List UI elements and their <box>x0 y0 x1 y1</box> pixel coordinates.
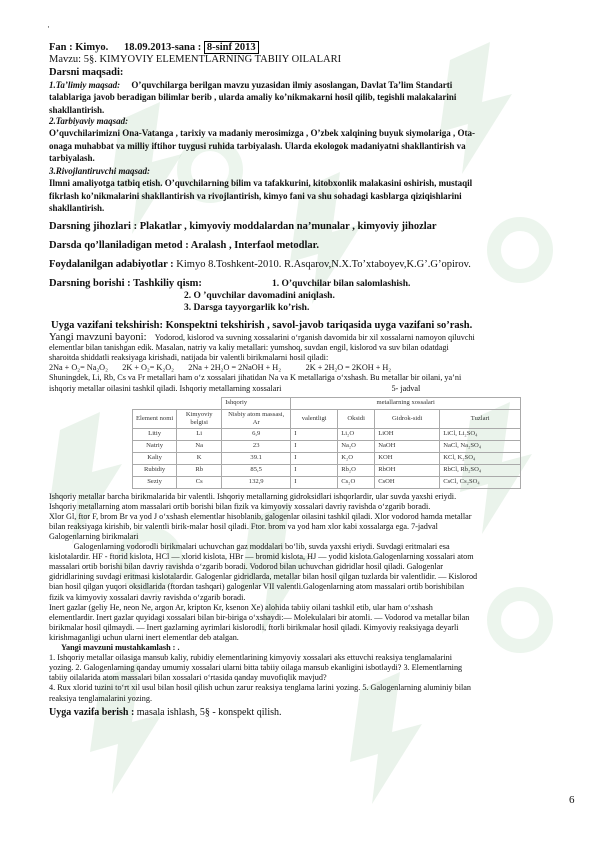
paragraph-text: Shuningdek, Li, Rb, Cs va Fr metallari ham o‘z xossalari jihatidan Na va K metallariga o‘xshash. Bu metallar bir oilani, ya’ni <box>49 373 462 383</box>
table-cell: LiCl, Li₂SO₄ <box>440 428 521 440</box>
method-line: Darsda qo’llaniladigan metod : Aralash , Interfaol metodlar. <box>49 239 319 251</box>
table-cell: LiOH <box>375 428 440 440</box>
table-cell: Li <box>177 428 222 440</box>
table-cell: Kaliy <box>133 452 177 464</box>
equation: 2K + 2H₂O = 2KOH + H₂ <box>305 363 392 373</box>
paragraph-text: kirishmaganligi uchun ularni inert elementlar deb atalgan. <box>49 632 239 642</box>
date-label: 18.09.2013-sana : <box>123 42 202 53</box>
table-cell: Cs₂O <box>338 476 375 488</box>
paragraph-text: ishqoriy metallar oilasini tashkil qiladi. Ishqoriy metallarning xossalari <box>49 383 282 393</box>
equation: 2K + O₂= K₂O₂ <box>122 363 174 373</box>
table-row <box>133 464 521 476</box>
paragraph-text: Inert gazlar (geliy He, neon Ne, argon Ar, kripton Kr, ksenon Xe) alohida tabiiy oilani tashkil etib, ular ham o‘xshash <box>49 602 433 612</box>
table-cell: 23 <box>222 440 291 452</box>
goal-label: 2.Tarbiyaviy maqsad: <box>49 116 129 127</box>
equation: 2Na + O₂= Na₂O₂ <box>49 363 108 373</box>
alkali-metals-table <box>132 397 521 489</box>
table-cell: Na₂O <box>338 440 375 452</box>
table-header-row <box>133 409 521 428</box>
org-item-3: 3. Darsga tayyorgarlik ko’rish. <box>184 302 310 313</box>
table-cell: Seziy <box>133 476 177 488</box>
org-item-1: 1. O’quvchilar bilan salomlashish. <box>272 278 411 289</box>
table-cell: NaOH <box>375 440 440 452</box>
class-label: 8-sinf 2013 <box>204 41 259 54</box>
table-cell: Rb <box>177 464 222 476</box>
paragraph-text: fizik va kimyoviy xossalari davriy ravishda o‘zgarib boradi. <box>49 592 246 602</box>
goal-text: tarbiyalash. <box>49 153 95 164</box>
table-cell: I <box>291 476 338 488</box>
lesson-header <box>49 42 575 53</box>
paragraph-text: bilan reaksiyaga kirishib, bir valentli birik-malar hosil qiladi. Ftor. brom va yod ham xlor kabi xossalarga ega. 7-jadval <box>49 521 438 531</box>
equipment-line: Darsning jihozlari : Plakatlar , kimyoviy moddalardan na’munalar , kimyoviy jihozlar <box>49 220 437 232</box>
lesson-flow-label: Darsning borishi : Tashkiliy qism: <box>49 277 202 289</box>
table-cell: Cs <box>177 476 222 488</box>
table-cell: Litiy <box>133 428 177 440</box>
homework-text: masala ishlash, 5§ - konspekt qilish. <box>134 706 282 718</box>
goal-text: fikrlash ko’nikmalarini shakllantirish va rivojlantirish, kimyo fani va shu sohadagi kasblarga qiziqishlarini <box>49 190 462 201</box>
reinforcement-section <box>49 643 575 704</box>
org-item-2: 2. O ’quvchilar davomadini aniqlash. <box>184 290 335 301</box>
goal-text: shakllantirish. <box>49 203 105 214</box>
goal-text: O’quvchilarimizni Ona-Vatanga , tarixiy va madaniy merosimizga , O’zbek xalqining buyuk siymolariga , Ota- <box>49 128 476 139</box>
table-cell: CsOH <box>375 476 440 488</box>
question-text: yozing. 2. Galogenlarning qanday umumiy xossalari ularni bitta tabiiy oilaga mansub ekanligini isbotlaydi? 3. Elementlarning <box>49 663 463 673</box>
table-cell: Rb₂O <box>338 464 375 476</box>
question-text: reaksiya tenglamalarini yozing. <box>49 693 152 703</box>
table-cell: RbOH <box>375 464 440 476</box>
question-text: tabiiy oilalarida atom massalari bilan xossalari o‘rtasida qanday muvofiqlik mavjud? <box>49 673 327 683</box>
new-topic-section <box>49 333 575 394</box>
table-cell: I <box>291 464 338 476</box>
homework-check: Uyga vazifani tekshirish: Konspektni tekshirish , savol-javob tariqasida uyga vazifani so’rash. <box>51 320 473 332</box>
goal-label: 1.Ta’limiy maqsad: <box>49 80 121 90</box>
goal-educational <box>49 79 575 116</box>
topic-title: Mavzu: 5§. KIMYOVIY ELEMENTLARNING TABIIY OILALARI <box>49 54 342 65</box>
goal-developmental <box>49 166 575 214</box>
table-header-cell: valentligi <box>291 409 338 428</box>
page-dot: · <box>47 22 50 32</box>
paragraph-text: Xlor Gl, ftor F, brom Br va yod J o‘xshash elementlar hisoblanib, galogenlar oilasini tashkil qiladi. Xlor vodorod hamda metallar <box>49 511 472 521</box>
table-cell: 85,5 <box>222 464 291 476</box>
paragraph-text: elementlardir. Inert gazlar quyidagi xossalari bilan bir-biriga o‘xshaydi:— Molekulalari bir atomli. — Vodorod va metallar bilan <box>49 612 470 622</box>
table-row <box>133 452 521 464</box>
homework-assignment <box>49 707 575 718</box>
new-topic-label: Yangi mavzuni bayoni: <box>49 332 147 344</box>
paragraph-text: gidridlarining suvdagi eritmasi kislotalardir. Galogenlar gidridlarda, metallar bilan hosil qilgan tuzlarda bir valentlidir. — Kislorod <box>49 572 478 582</box>
table-header-cell: Gidrok-sidi <box>375 409 440 428</box>
table-cell: 132,9 <box>222 476 291 488</box>
table-row <box>133 440 521 452</box>
table-header-cell: Kimyoviy belgisi <box>177 409 222 428</box>
paragraph-text: bian hosil qilgan yuqori oksidlarida (ftordan tashqari) galogenlar VII valentli.Galogenlarning atom massalari ortib borishibilan <box>49 582 465 592</box>
paragraph-text: elementlar bilan tanishgan edik. Masalan, natriy va kaliy metallari: yumshoq, suvdan engil, kislorod va suv bilan odatdagi <box>49 343 449 353</box>
paragraph-text: birikmalar hosil qilmaydi. — Inert gazlarning ayrimlari kislorodli, ftorli birikmalar hosil qiladi. Kimyoviy reaksiyaga deyarli <box>49 622 459 632</box>
table-group-label: Ishqoriy <box>222 397 291 409</box>
table-cell: I <box>291 428 338 440</box>
paragraph-text: Ishqoriy metallar barcha birikmalarida bir valentli. Ishqoriy metallarning gidroksidlari ishqorlardir, ular suvda yaxshi eriydi. <box>49 491 457 501</box>
table-header-cell: Oksidi <box>338 409 375 428</box>
paragraph-text: Galogenlarning vodorodli birikmalari uchuvchan gaz moddalari bo‘lib, suvda yaxshi eriydi. Suvdagi eritmalari esa <box>49 542 450 552</box>
goal-text: O’quvchilarga berilgan mavzu yuzasidan ilmiy asoslangan, Davlat Ta’lim Standarti <box>131 80 453 90</box>
table-body <box>133 428 521 488</box>
subject-label: Fan : Kimyo. <box>49 42 109 53</box>
table-cell: K₂O <box>338 452 375 464</box>
goal-upbringing <box>49 116 575 164</box>
paragraph-text: sharoitda shiddatli reaksiyaga kirishadi, natijada bir valentli birikmalarni hosil qiladi: <box>49 353 329 363</box>
table-cell: NaCl, Na₂SO₄ <box>440 440 521 452</box>
reinforcement-label: Yangi mavzuni mustahkamlash : . <box>49 643 180 653</box>
equation: 2Na + 2H₂O = 2NaOH + H₂ <box>188 363 282 373</box>
table-cell: 6,9 <box>222 428 291 440</box>
paragraph-text: Galogenlarning birikmalari <box>49 532 139 541</box>
table-cell: Natriy <box>133 440 177 452</box>
page-number: 6 <box>569 794 575 806</box>
goal-label: 3.Rivojlantiruvchi maqsad: <box>49 166 151 177</box>
goal-text: Ilmni amaliyotga tatbiq etish. O’quvchilarning bilim va tafakkurini, kitobxonlik malakasini oshirish, mustaqil <box>49 178 473 189</box>
table-cell: KCl, K₂SO₄ <box>440 452 521 464</box>
literature-label: Foydalanilgan adabiyotlar : <box>49 258 174 270</box>
table-row <box>133 476 521 488</box>
goal-text: onaga muhabbat va milliy iftihor tuygusi ruhida tarbiyalash. Ularda ekologok madaniyatni shakllantirish va <box>49 140 466 151</box>
table-cell: I <box>291 452 338 464</box>
lesson-flow <box>49 277 575 314</box>
goals-heading: Darsni maqsadi: <box>49 67 124 78</box>
table-cell: 39.1 <box>222 452 291 464</box>
table-header-cell: Element nomi <box>133 409 177 428</box>
table-row <box>133 428 521 440</box>
table-header-cell: Nisbiy atom massasi, Ar <box>222 409 291 428</box>
table-cell: I <box>291 440 338 452</box>
literature-line <box>49 258 575 271</box>
literature-text: Kimyo 8.Toshkent-2010. R.Asqarov,N.X.To’xtaboyev,K.G’.G’opirov. <box>173 258 471 270</box>
table-header-cell: Tuzlari <box>440 409 521 428</box>
table-cell: Rubidiy <box>133 464 177 476</box>
paragraph-text: massalari ortib borishi bilan davriy ravishda o‘zgarib boradi. Vodorod bilan uchuvchan gidridlar hosil qiladi. Galogenlar <box>49 562 443 572</box>
question-text: 1. Ishqoriy metallar oilasiga mansub kaliy, rubidiy elementlarining kimyoviy xossalari aks ettuvchi reaksiya tenglamalarini <box>49 653 453 663</box>
paragraph-text: kislotalardir. HF - ftorid kislota, HCl — xlorid kislota, HBr — bromid kislota, HJ — yodid kislota.Galogenlarning xossalari atom <box>49 552 474 562</box>
table-cell: K <box>177 452 222 464</box>
document-page <box>49 22 575 718</box>
goal-text: talablariga javob beradigan bilimlar berib , ularda amaliy ko’nikmakarni hosil qilib, tegishli malakalarini <box>49 92 457 103</box>
table-cell: CsCl, Cs₂SO₄ <box>440 476 521 488</box>
table-group-header <box>133 397 521 409</box>
table-caption: 5- jadval <box>391 383 421 393</box>
homework-label: Uyga vazifa berish : <box>49 706 135 718</box>
table-group-label: metallarning xossalari <box>291 397 521 409</box>
table-cell: KOH <box>375 452 440 464</box>
table-cell: RbCl, Rb₂SO₄ <box>440 464 521 476</box>
equations-row <box>49 363 575 373</box>
alkali-metals-table-wrap <box>132 397 575 489</box>
paragraph-text: Yodorod, kislorod va suvning xossalarini o‘rganish davomida bir xil xossalarni namoyon qiluvchi <box>154 333 475 343</box>
table-cell: Li₂O <box>338 428 375 440</box>
goal-text: shakllantirish. <box>49 104 105 115</box>
question-text: 4. Rux xlorid tuzini to‘rt xil usul bilan hosil qilish uchun zarur reaksiya tenglama larini yozing. 5. Galogenlarning aluminiy bilan <box>49 683 472 693</box>
table-cell: Na <box>177 440 222 452</box>
paragraph-text: Ishqoriy metallarning atom massalari ortib borishi bilan fizik va kimyoviy xossalari davriy ravishda o‘zgarib boradi. <box>49 501 431 511</box>
body-text <box>49 492 575 643</box>
